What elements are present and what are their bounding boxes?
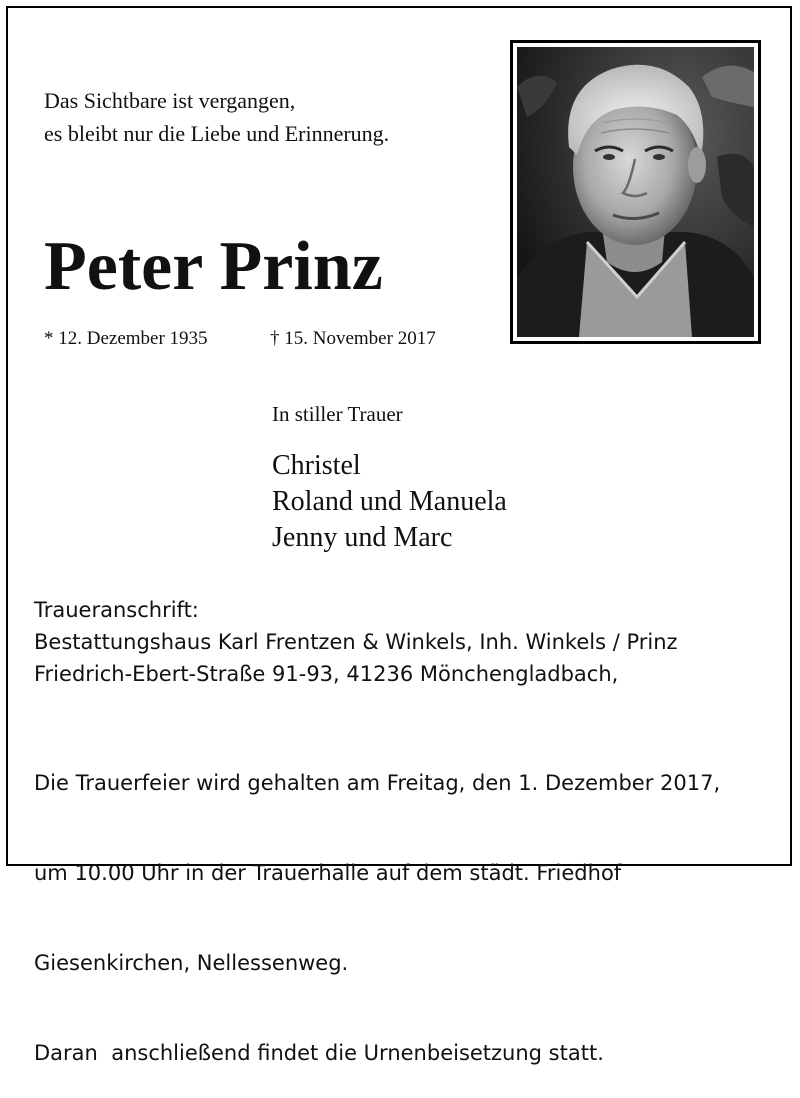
quote-line-1: Das Sichtbare ist vergangen, bbox=[44, 88, 296, 113]
portrait-photo-image bbox=[513, 43, 758, 341]
service-line-3: Giesenkirchen, Nellessenweg. bbox=[34, 951, 349, 975]
mourner-name: Jenny und Marc bbox=[272, 522, 453, 553]
mourning-intro: In stiller Trauer bbox=[272, 402, 403, 426]
address-label: Traueranschrift: bbox=[34, 598, 199, 622]
mourner-name: Christel bbox=[272, 450, 361, 481]
quote-line-2: es bleibt nur die Liebe und Erinnerung. bbox=[44, 121, 390, 146]
funeral-service-info bbox=[34, 708, 720, 1098]
deceased-name: Peter Prinz bbox=[44, 228, 383, 305]
service-line-4: Daran anschließend findet die Urnenbeisetzung statt. bbox=[34, 1041, 604, 1065]
mourning-address bbox=[34, 594, 678, 690]
death-date: † 15. November 2017 bbox=[270, 328, 436, 349]
mourners-list bbox=[272, 448, 507, 556]
portrait-photo bbox=[510, 40, 761, 344]
service-line-2: um 10.00 Uhr in der Trauerhalle auf dem städt. Friedhof bbox=[34, 861, 622, 885]
service-line-1: Die Trauerfeier wird gehalten am Freitag, den 1. Dezember 2017, bbox=[34, 771, 721, 795]
address-line-2: Friedrich-Ebert-Straße 91-93, 41236 Mönchengladbach, bbox=[34, 662, 619, 686]
memorial-quote bbox=[44, 84, 389, 150]
birth-date: * 12. Dezember 1935 bbox=[44, 328, 208, 349]
portrait-icon bbox=[517, 47, 754, 337]
mourner-name: Roland und Manuela bbox=[272, 486, 507, 517]
address-line-1: Bestattungshaus Karl Frentzen & Winkels, Inh. Winkels / Prinz bbox=[34, 630, 678, 654]
